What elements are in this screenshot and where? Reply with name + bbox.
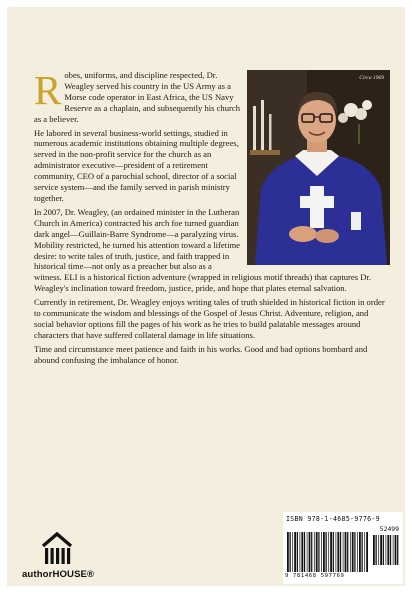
isbn-label: ISBN 978-1-4685-9776-9: [286, 515, 380, 523]
bio-paragraph-5: Time and circumstance meet patience and faith in his works. Good and bad options bombard and abound confusing the imbalance of honor.: [34, 343, 368, 365]
priest-portrait-image: [247, 70, 390, 265]
publisher-name: authorHOUSE®: [22, 569, 95, 580]
price-addon-bars: [372, 535, 400, 565]
bio-paragraph-4: Currently in retirement, Dr. Weagley enjoys writing tales of truth shielded in historical fiction in order to communicate the wisdom and blessings of the Gospel of Jesus Christ. Adventure, religion, and social behavior options fill the pages of his work as he tries to build palatable messages around characters that have suffered collateral damage in life situations.: [34, 297, 385, 340]
drop-cap-letter: R: [34, 67, 62, 113]
bio-paragraph-3: In 2007, Dr. Weagley, (an ordained minister in the Lutheran Church in America) contracted his arch foe turned guardian dark angel—Guillain-Barre Syndrome—a paralyzing virus. Mobility restricted, he turned his attention toward a lifetime desire: to write tales of truth, justice, and faith trapped in historical time—not only as a preacher but also as a witness. ELI is a historical fiction adventure (wrapped in religious motif threads) that captures Dr. Weagley's inclination toward freedom, justice, pride, and hope that plates eternal salvation.: [34, 206, 371, 294]
author-photo: [247, 70, 390, 265]
bio-paragraph-2: He labored in several business-world settings, studied in numerous academic institutions obtaining multiple degrees, served in the non-profit service for the church as an administrator executive—president of a retirement community, CEO of a parochial school, director of a social service system—and the family served in parish ministry together.: [34, 127, 239, 203]
barcode-bars: [286, 532, 368, 572]
bio-paragraph-1-text: obes, uniforms, and discipline respected, Dr. Weagley served his country in the US Army as a Morse code operator in East Africa, the US Navy Reserve as a chaplain, and subsequently his church as a believer.: [34, 70, 240, 124]
photo-caption: Circa 1969: [359, 75, 384, 81]
isbn-barcode: [283, 512, 403, 584]
barcode-digits: 9 781468 597769: [285, 573, 345, 579]
back-cover: [7, 7, 405, 586]
author-bio: [34, 67, 390, 369]
authorhouse-logo-icon: [39, 531, 75, 565]
publisher-logo: [22, 531, 122, 581]
price-code: 52499: [379, 525, 399, 533]
